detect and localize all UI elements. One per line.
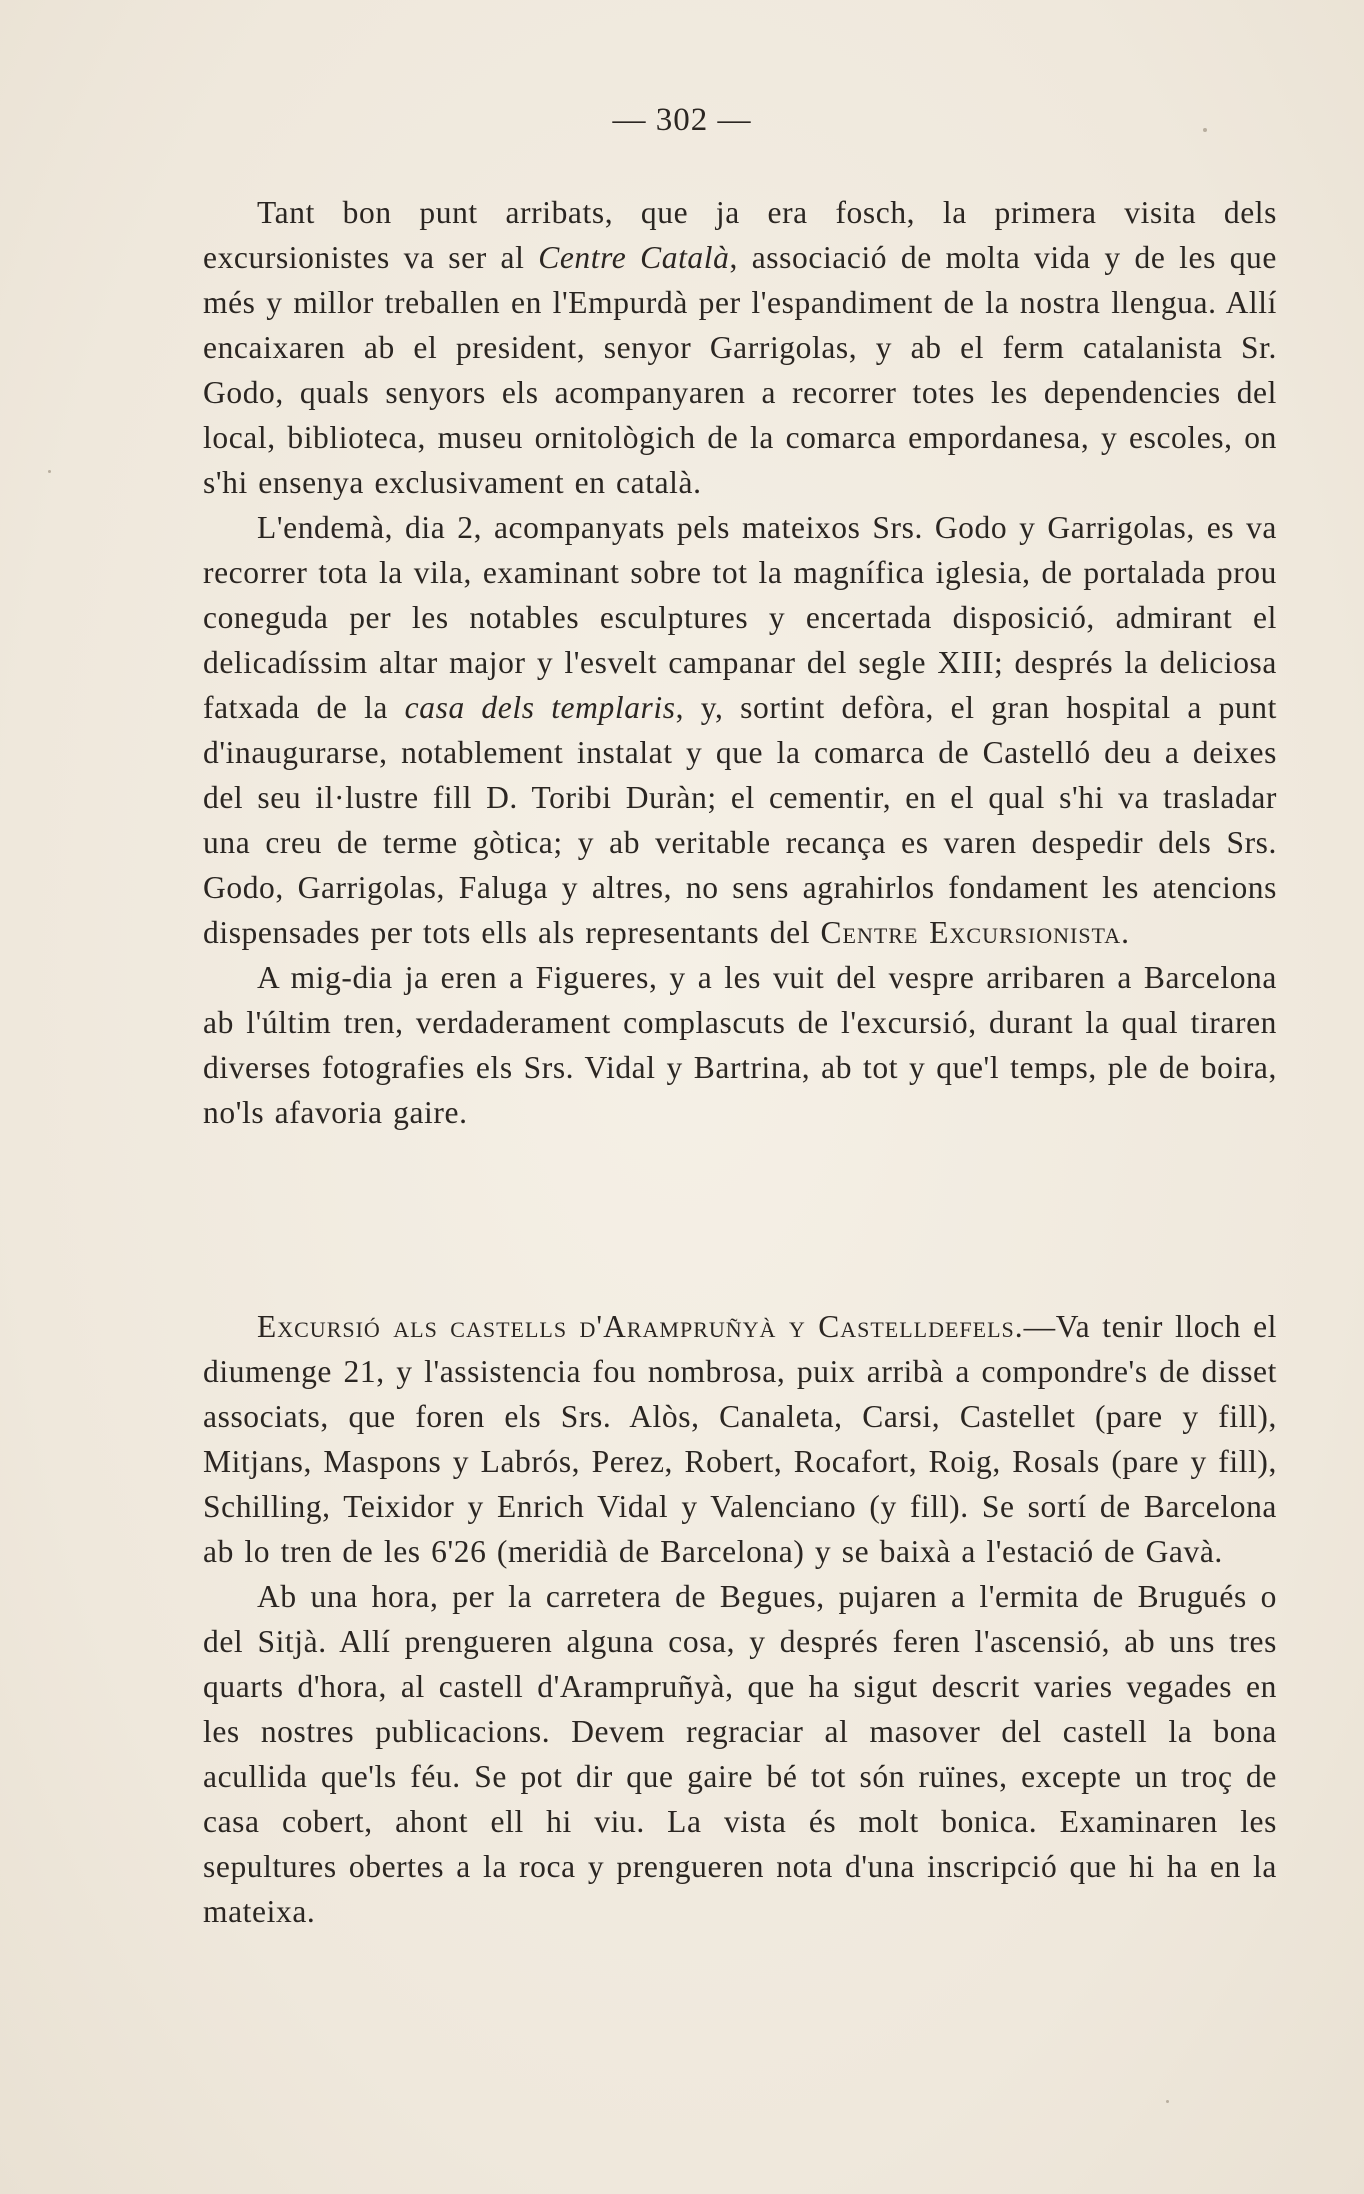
paragraph-centre-catala — [203, 190, 1277, 505]
paragraph-4-text: —Va tenir lloch el diumenge 21, y l'assistencia fou nombrosa, puix arribà a compondre's de disset associats, que foren els Srs. Alòs, Canaleta, Carsi, Castellet (pare y fill), Mitjans, Maspons y Labrós, Perez, Robert, Rocafort, Roig, Rosals (pare y fill), Schilling, Teixidor y Enrich Vidal y Valenciano (y fill). Se sortí de Barcelona ab lo tren de les 6'26 (meridià de Barcelona) y se baixà a l'estació de Gavà. — [203, 1309, 1277, 1569]
paragraph-2-text-b: , y, sortint defòra, el gran hospital a punt d'inaugurarse, notablement instalat y que la comarca de Castelló deu a deixes del seu il·lustre fill D. Toribi Duràn; el cementir, en el qual s'hi va trasladar una creu de terme gòtica; y ab veritable recança es varen despedir dels Srs. Godo, Garrigolas, Faluga y altres, no sens agrahirlos fondament les atencions dispensades per tots ells als representants del — [203, 690, 1277, 950]
paragraph-excursio — [203, 1304, 1277, 1574]
paper-speck — [1203, 128, 1207, 132]
paragraph-1-italic: Centre Català — [538, 240, 730, 275]
paragraph-ab-una-hora: Ab una hora, per la carretera de Begues, pujaren a l'ermita de Brugués o del Sitjà. Allí prengueren alguna cosa, y després feren l'ascensió, ab uns tres quarts d'hora, al castell d'Arampruñyà, que ha sigut descrit varies vegades en les nostres publicacions. Devem regraciar al masover del castell la bona acullida que'ls féu. Se pot dir que gaire bé tot són ruïnes, excepte un troç de casa cobert, ahont ell hi viu. La vista és molt bonica. Examinaren les sepultures obertes a la roca y prengueren nota d'una inscripció que hi ha en la mateixa. — [203, 1579, 1277, 1929]
text-block-upper — [203, 190, 1277, 1135]
paper-speck — [48, 470, 51, 473]
paragraph-1-text-a: Tant bon punt arribats, que ja era fosch, la primera visita dels excursionistes va ser al — [203, 195, 1277, 275]
paragraph-2-text-a: L'endemà, dia 2, acompanyats pels mateixos Srs. Godo y Garrigolas, es va recorrer tota la vila, examinant sobre tot la magnífica iglesia, de portalada prou coneguda per les notables esculptures y encertada disposició, admirant el delicadíssim altar major y l'esvelt campanar del segle XIII; després la deliciosa fatxada de la — [203, 510, 1277, 725]
text-block-lower — [203, 1304, 1277, 1934]
paragraph-2-small-caps: Centre Excursionista — [820, 915, 1122, 950]
paragraph-1-text-b: , associació de molta vida y de les que més y millor treballen en l'Empurdà per l'espandiment de la nostra llengua. Allí encaixaren ab el president, senyor Garrigolas, y ab el ferm catalanista Sr. Godo, quals senyors els acompanyaren a recorrer totes les dependencies del local, biblioteca, museu ornitològich de la comarca empordanesa, y escoles, on s'hi ensenya exclusivament en català. — [203, 240, 1277, 500]
paper-speck — [1166, 2100, 1169, 2103]
paragraph-2-italic: casa dels templaris — [404, 690, 676, 725]
paragraph-2-text-c: . — [1121, 915, 1130, 950]
paragraph-mig-dia: A mig-dia ja eren a Figueres, y a les vuit del vespre arribaren a Barcelona ab l'últim tren, verdaderament complascuts de l'excursió, durant la qual tiraren diverses fotografies els Srs. Vidal y Bartrina, ab tot y que'l temps, ple de boira, no'ls afavoria gaire. — [203, 960, 1277, 1130]
paragraph-endema — [203, 505, 1277, 955]
page-number: — 302 — — [612, 102, 752, 138]
section-heading: Excursió als castells d'Arampruñyà y Castelldefels. — [257, 1309, 1024, 1344]
